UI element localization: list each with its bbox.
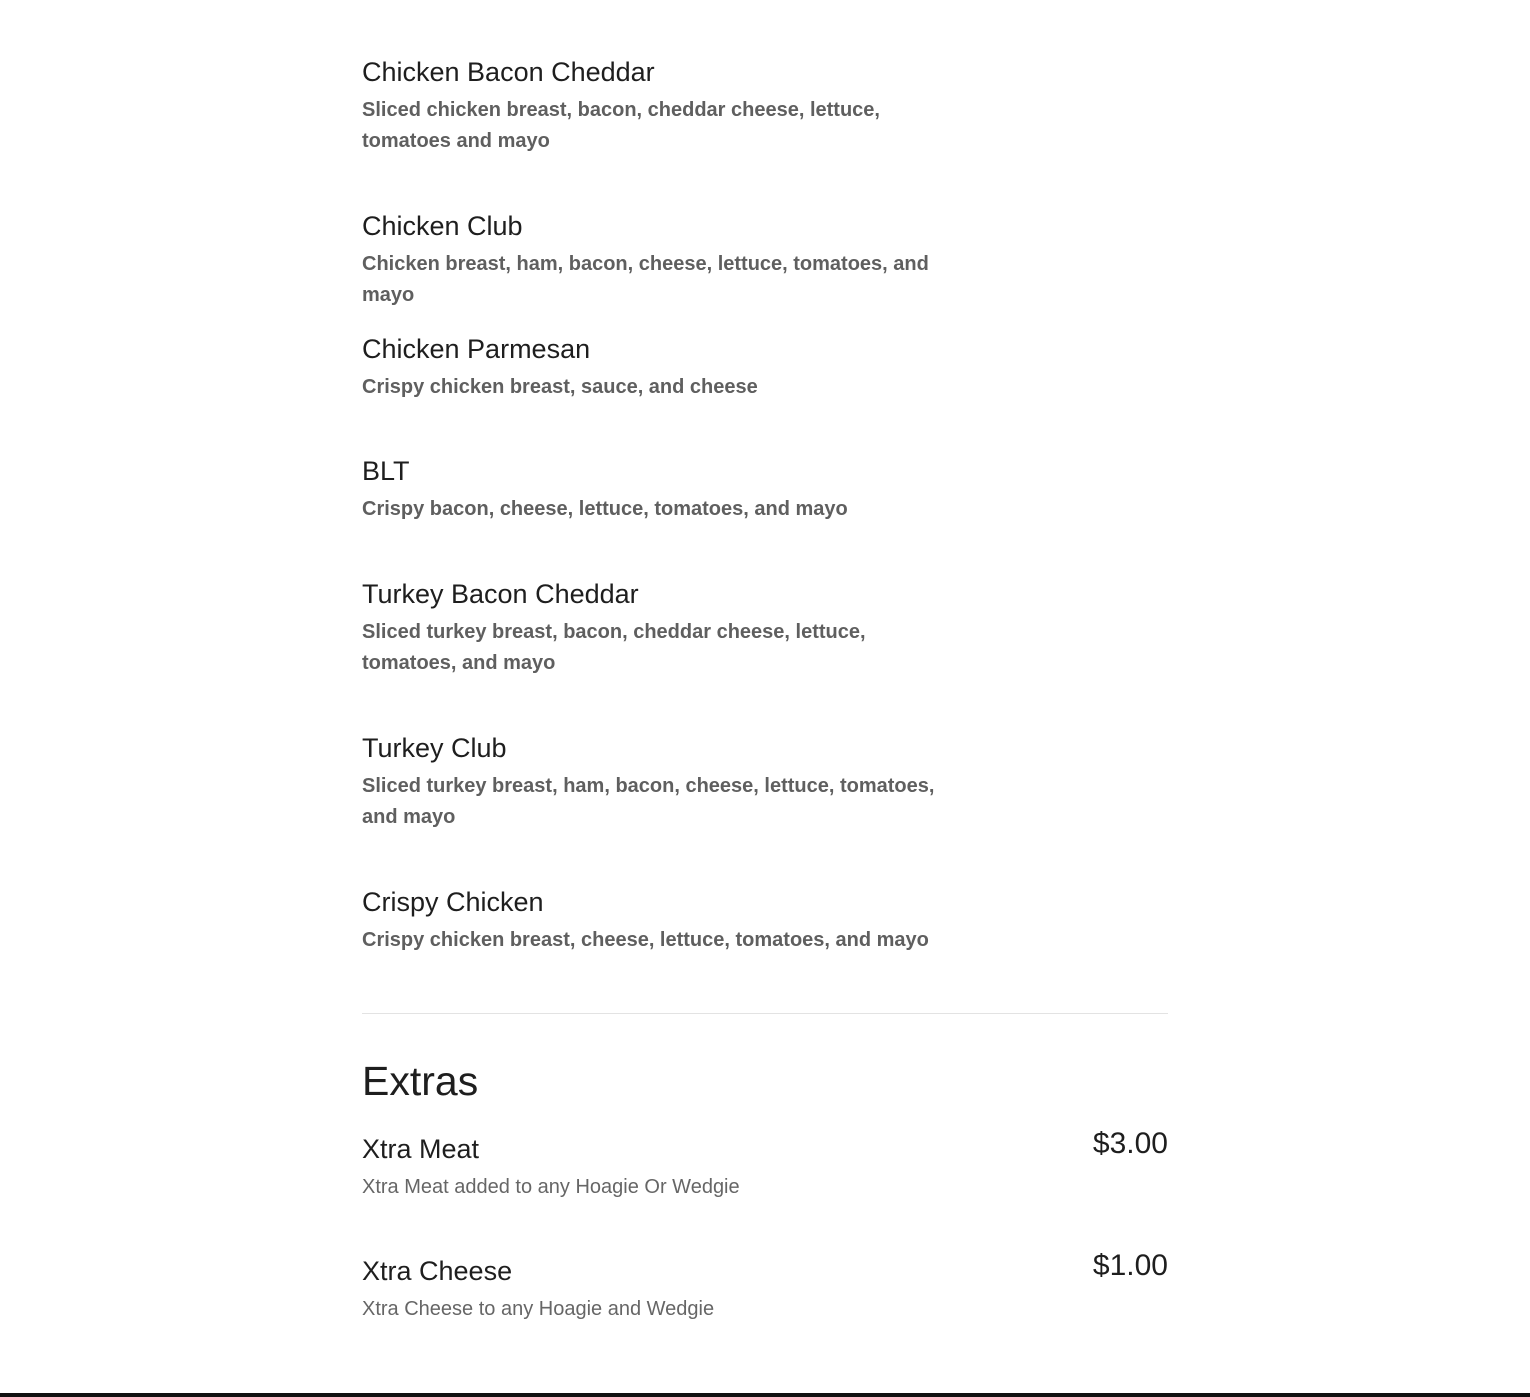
menu-item-name: Chicken Club [362,211,523,241]
menu-item-description: Crispy bacon, cheese, lettuce, tomatoes, and mayo [362,498,848,520]
menu-item-description: Sliced turkey breast, bacon, cheddar cheese, lettuce, tomatoes, and mayo [362,621,866,674]
menu-item-crispy-chicken[interactable] [362,885,1168,956]
menu-item-xtra-meat[interactable] [362,1127,1168,1203]
menu-item-name: Chicken Bacon Cheddar [362,57,655,87]
menu-item-description: Sliced chicken breast, bacon, cheddar cheese, lettuce, tomatoes and mayo [362,99,880,152]
menu-item-turkey-club[interactable] [362,731,1168,833]
menu-item-description: Chicken breast, ham, bacon, cheese, lettuce, tomatoes, and mayo [362,253,929,306]
section-divider [362,1013,1168,1014]
menu-item-chicken-bacon-cheddar[interactable] [362,55,1168,157]
menu-item-name: Xtra Cheese [362,1256,513,1286]
menu-item-turkey-bacon-cheddar[interactable] [362,577,1168,679]
menu-item-name: Chicken Parmesan [362,334,591,364]
menu-item-price: $1.00 [1092,1249,1168,1282]
menu-item-description: Xtra Cheese to any Hoagie and Wedgie [362,1298,715,1320]
menu-item-price: $3.00 [1092,1127,1168,1160]
menu-item-description: Crispy chicken breast, sauce, and cheese [362,376,758,398]
menu-item-name: Turkey Club [362,733,507,763]
menu-item-chicken-parmesan[interactable] [362,332,1168,403]
menu-item-blt[interactable] [362,454,1168,525]
section-title-extras: Extras [362,1058,479,1104]
menu-item-description: Xtra Meat added to any Hoagie Or Wedgie [362,1176,740,1198]
footer-edge [0,1393,1530,1397]
menu-item-name: Turkey Bacon Cheddar [362,579,639,609]
menu-item-chicken-club[interactable] [362,209,1168,311]
menu-item-description: Crispy chicken breast, cheese, lettuce, tomatoes, and mayo [362,929,929,951]
menu-item-name: Xtra Meat [362,1134,480,1164]
menu-item-xtra-cheese[interactable] [362,1249,1168,1325]
menu-item-name: BLT [362,456,410,486]
menu-item-name: Crispy Chicken [362,887,544,917]
menu-item-description: Sliced turkey breast, ham, bacon, cheese, lettuce, tomatoes, and mayo [362,775,935,828]
